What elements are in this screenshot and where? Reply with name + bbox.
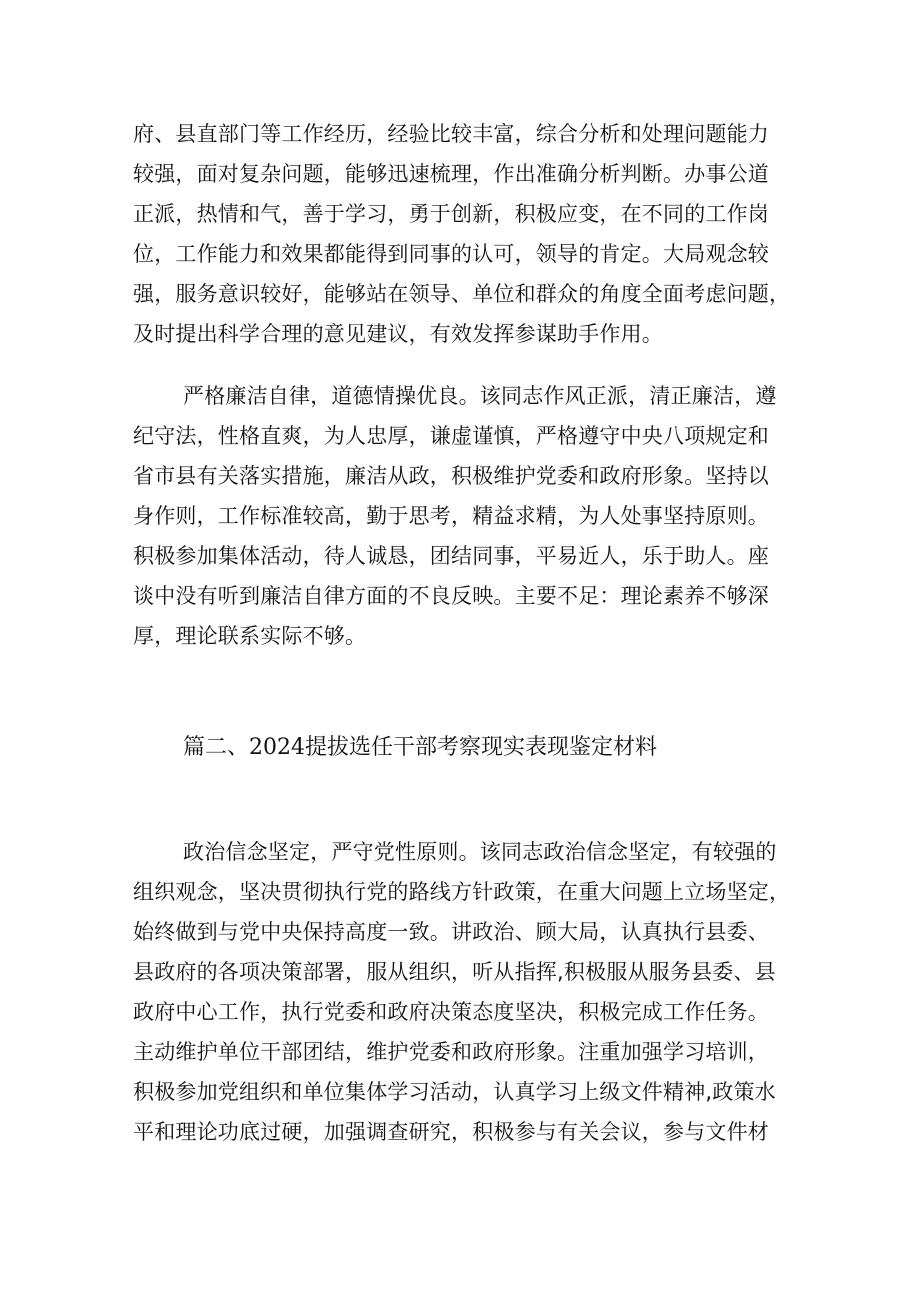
paragraph-integrity: [133, 376, 813, 656]
paragraph-line: 主动维护单位干部团结，维护党委和政府形象。注重加强学习培训，: [133, 1040, 769, 1064]
paragraph-line: 积极参加党组织和单位集体学习活动，认真学习上级文件精神,政策水: [133, 1080, 776, 1104]
paragraph-line: 始终做到与党中央保持高度一致。讲政治、顾大局，认真执行县委、: [133, 920, 769, 944]
paragraph-line: 强，服务意识较好，能够站在领导、单位和群众的角度全面考虑问题，: [133, 282, 791, 306]
paragraph-line: 严格廉洁自律，道德情操优良。该同志作风正派，清正廉洁，遵: [183, 384, 777, 408]
paragraph-line: 身作则，工作标准较高，勤于思考，精益求精，为人处事坚持原则。: [133, 504, 769, 528]
paragraph-line: 省市县有关落实措施，廉洁从政，积极维护党委和政府形象。坚持以: [133, 464, 769, 488]
paragraph-line: 府、县直部门等工作经历，经验比较丰富，综合分析和处理问题能力: [133, 122, 769, 146]
paragraph-line: 较强，面对复杂问题，能够迅速梳理，作出准确分析判断。办事公道: [133, 162, 769, 186]
section-heading: 篇二、2024提拔选任干部考察现实表现鉴定材料: [183, 735, 657, 760]
paragraph-line: 位，工作能力和效果都能得到同事的认可，领导的肯定。大局观念较: [133, 242, 769, 266]
paragraph-line: 纪守法，性格直爽，为人忠厚，谦虚谨慎，严格遵守中央八项规定和: [133, 424, 769, 448]
paragraph-political-belief: [133, 832, 813, 1152]
paragraph-line: 积极参加集体活动，待人诚恳，团结同事，平易近人，乐于助人。座: [133, 544, 769, 568]
paragraph-line: 及时提出科学合理的意见建议，有效发挥参谋助手作用。: [133, 322, 663, 346]
paragraph-line: 谈中没有听到廉洁自律方面的不良反映。主要不足：理论素养不够深: [133, 584, 769, 608]
paragraph-work-ability: [133, 114, 813, 354]
paragraph-line: 政府中心工作，执行党委和政府决策态度坚决，积极完成工作任务。: [133, 1000, 769, 1024]
paragraph-line: 政治信念坚定，严守党性原则。该同志政治信念坚定，有较强的: [183, 840, 777, 864]
paragraph-line: 县政府的各项决策部署，服从组织，听从指挥,积极服从服务县委、县: [133, 960, 776, 984]
paragraph-line: 正派，热情和气，善于学习，勇于创新，积极应变，在不同的工作岗: [133, 202, 769, 226]
paragraph-line: 组织观念，坚决贯彻执行党的路线方针政策，在重大问题上立场坚定，: [133, 880, 791, 904]
paragraph-line: 厚，理论联系实际不够。: [133, 624, 367, 648]
paragraph-line: 平和理论功底过硬，加强调查研究，积极参与有关会议，参与文件材: [133, 1120, 769, 1144]
